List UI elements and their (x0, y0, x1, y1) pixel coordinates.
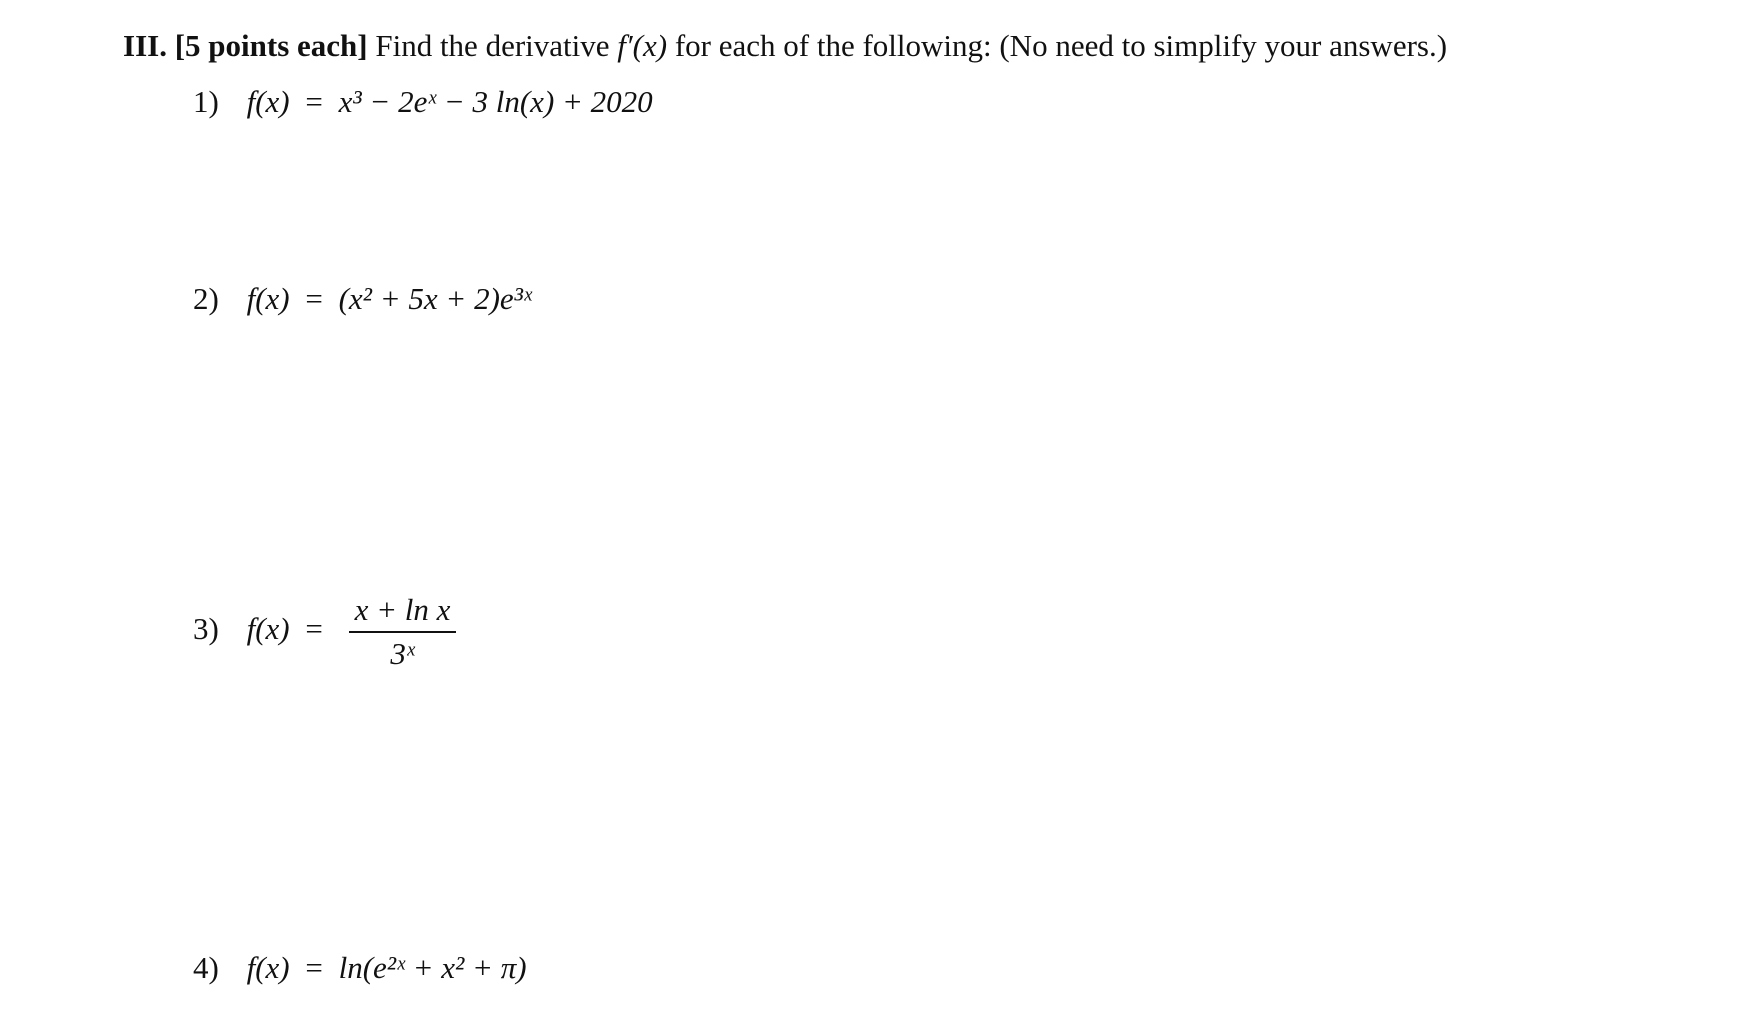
problem-number: 2) (193, 281, 219, 316)
problem-1 (193, 84, 653, 120)
problem-3 (193, 593, 456, 671)
fraction (349, 593, 457, 671)
fraction-denominator: 3ˣ (390, 635, 415, 671)
equals-sign: = (305, 950, 323, 985)
function-rhs: x³ − 2eˣ − 3 ln(x) + 2020 (338, 84, 653, 119)
fraction-numerator: x + ln x (354, 592, 451, 627)
function-rhs: (x² + 5x + 2)e³ˣ (338, 281, 532, 316)
function-lhs: f(x) (246, 281, 290, 316)
section-number: III. (123, 28, 167, 63)
points-label: [5 points each] (174, 28, 368, 63)
section-heading (123, 28, 1447, 64)
problem-2 (193, 281, 532, 317)
function-lhs: f(x) (246, 950, 290, 985)
problem-number: 4) (193, 950, 219, 985)
equals-sign: = (305, 84, 323, 119)
problem-4 (193, 950, 527, 986)
equals-sign: = (305, 281, 323, 316)
equals-sign: = (305, 610, 323, 646)
derivative-notation: f′(x) (617, 28, 668, 63)
instruction-text-start: Find the derivative (375, 28, 610, 63)
problem-number: 1) (193, 84, 219, 119)
function-rhs: ln(e²ˣ + x² + π) (338, 950, 527, 985)
problem-number: 3) (193, 610, 219, 646)
function-lhs: f(x) (246, 84, 290, 119)
function-lhs: f(x) (246, 610, 290, 646)
instruction-text-end: for each of the following: (No need to simplify your answers.) (674, 28, 1448, 63)
